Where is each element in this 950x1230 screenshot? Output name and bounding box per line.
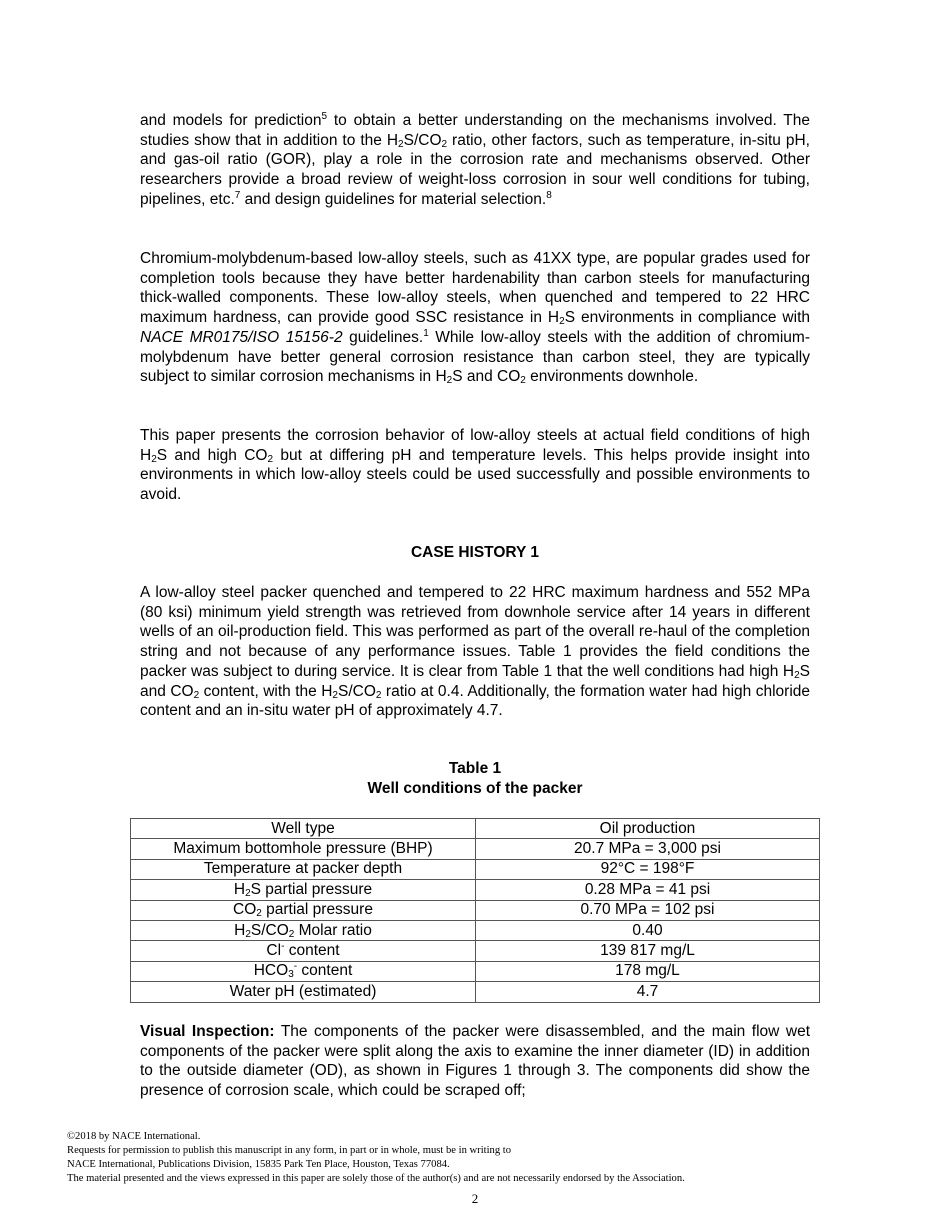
table-cell-param: Cl- content — [131, 941, 476, 961]
table-row — [131, 941, 820, 961]
table-cell-param: Temperature at packer depth — [131, 859, 476, 879]
table-cell-value: 92°C = 198°F — [476, 859, 820, 879]
table-cell-value: 139 817 mg/L — [476, 941, 820, 961]
table-cell-param: Water pH (estimated) — [131, 982, 476, 1002]
paragraph-cr-mo-steels: Chromium-molybdenum-based low-alloy steels, such as 41XX type, are popular grades used for completion tools because they have better hardenability than carbon steels for manufacturing thick-walled components. These low-alloy steels, when quenched and tempered to 22 HRC maximum hardness, can provide good SSC resistance in $H_2S$ environments in compliance with NACE MR0175/ISO 15156-2 guidelines.$^1$ While low-alloy steels with the addition of chromium-molybdenum have better general corrosion resistance than carbon steel, they are typically subject to similar corrosion mechanisms in $H_2S$ and $CO_2$ environments downhole. — [140, 250, 811, 387]
table-cell-value: 0.28 MPa = 41 psi — [476, 880, 820, 900]
table-cell-param: $H_2S/CO_2$ Molar ratio — [131, 920, 476, 940]
footer-disclaimer: The material presented and the views expressed in this paper are solely those of the author(s) and are not necessarily endorsed by the Association. — [67, 1173, 685, 1184]
table-cell-param: $CO_2$ partial pressure — [131, 900, 476, 920]
paragraph-paper-scope: This paper presents the corrosion behavior of low-alloy steels at actual field conditions of high $H_2S$ and high $CO_2$ but at differing pH and temperature levels. This helps provide insight into environments in which low-alloy steels could be used successfully and possible environments to avoid. — [140, 427, 810, 504]
table-row — [131, 920, 820, 940]
table-cell-value: 0.70 MPa = 102 psi — [476, 900, 820, 920]
table-row — [131, 819, 820, 839]
table-cell-value: 0.40 — [476, 920, 820, 940]
paragraph-models: and models for prediction$^5$ to obtain a better understanding on the mechanisms involved. The studies show that in addition to the $H_2S/CO_2$ ratio, other factors, such as temperature, in-situ pH, and gas-oil ratio (GOR), play a role in the corrosion rate and mechanisms observed. Other researchers provide a broad review of weight-loss corrosion in sour well conditions for tubing, pipelines, etc.$^7$ and design guidelines for material selection.$^8$ — [140, 111, 810, 208]
table-row — [131, 880, 820, 900]
footer-copyright: ©2018 by NACE International. — [67, 1131, 201, 1142]
table-row — [131, 839, 820, 859]
section-heading-case-history-1: CASE HISTORY 1 — [410, 544, 540, 561]
table-cell-param: $H_2S$ partial pressure — [131, 880, 476, 900]
paragraph-case-history: A low-alloy steel packer quenched and tempered to 22 HRC maximum hardness and 552 MPa (80 ksi) minimum yield strength was retrieved from downhole service after 14 years in different wells of an oil-production field. This was performed as part of the overall re-haul of the completion string and not because of any performance issues. Table 1 provides the field conditions the packer was subject to during service. It is clear from Table 1 that the well conditions had high $H_2S$ and $CO_2$ content, with the $H_2S/CO_2$ ratio at 0.4. Additionally, the formation water had high chloride content and an in-situ water pH of approximately 4.7. — [140, 584, 811, 720]
table-row — [131, 982, 820, 1002]
table-label: Table 1 — [448, 760, 502, 777]
table-row — [131, 961, 820, 981]
table-cell-value: 178 mg/L — [476, 961, 820, 981]
footer-address: NACE International, Publications Division, 15835 Park Ten Place, Houston, Texas 77084. — [67, 1159, 450, 1170]
paragraph-visual-inspection: Visual Inspection: The components of the packer were disassembled, and the main flow wet components of the packer were split along the axis to examine the inner diameter (ID) in addition to the outside diameter (OD), as shown in Figures 1 through 3. The components did show the presence of corrosion scale, which could be scraped off; — [140, 1023, 811, 1100]
table-cell-param: Maximum bottomhole pressure (BHP) — [131, 839, 476, 859]
table-row — [131, 859, 820, 879]
well-conditions-table — [130, 818, 820, 1003]
table-cell-param: Well type — [131, 819, 476, 839]
table-cell-value: 4.7 — [476, 982, 820, 1002]
table-cell-value: Oil production — [476, 819, 820, 839]
table-cell-value: 20.7 MPa = 3,000 psi — [476, 839, 820, 859]
table-row — [131, 900, 820, 920]
copyright-footer — [67, 1130, 897, 1186]
table-caption: Well conditions of the packer — [367, 780, 583, 797]
page-number: 2 — [471, 1191, 479, 1206]
table-cell-param: $HCO_3^-$ content — [131, 961, 476, 981]
footer-permission: Requests for permission to publish this manuscript in any form, in part or in whole, must be in writing to — [67, 1145, 512, 1156]
